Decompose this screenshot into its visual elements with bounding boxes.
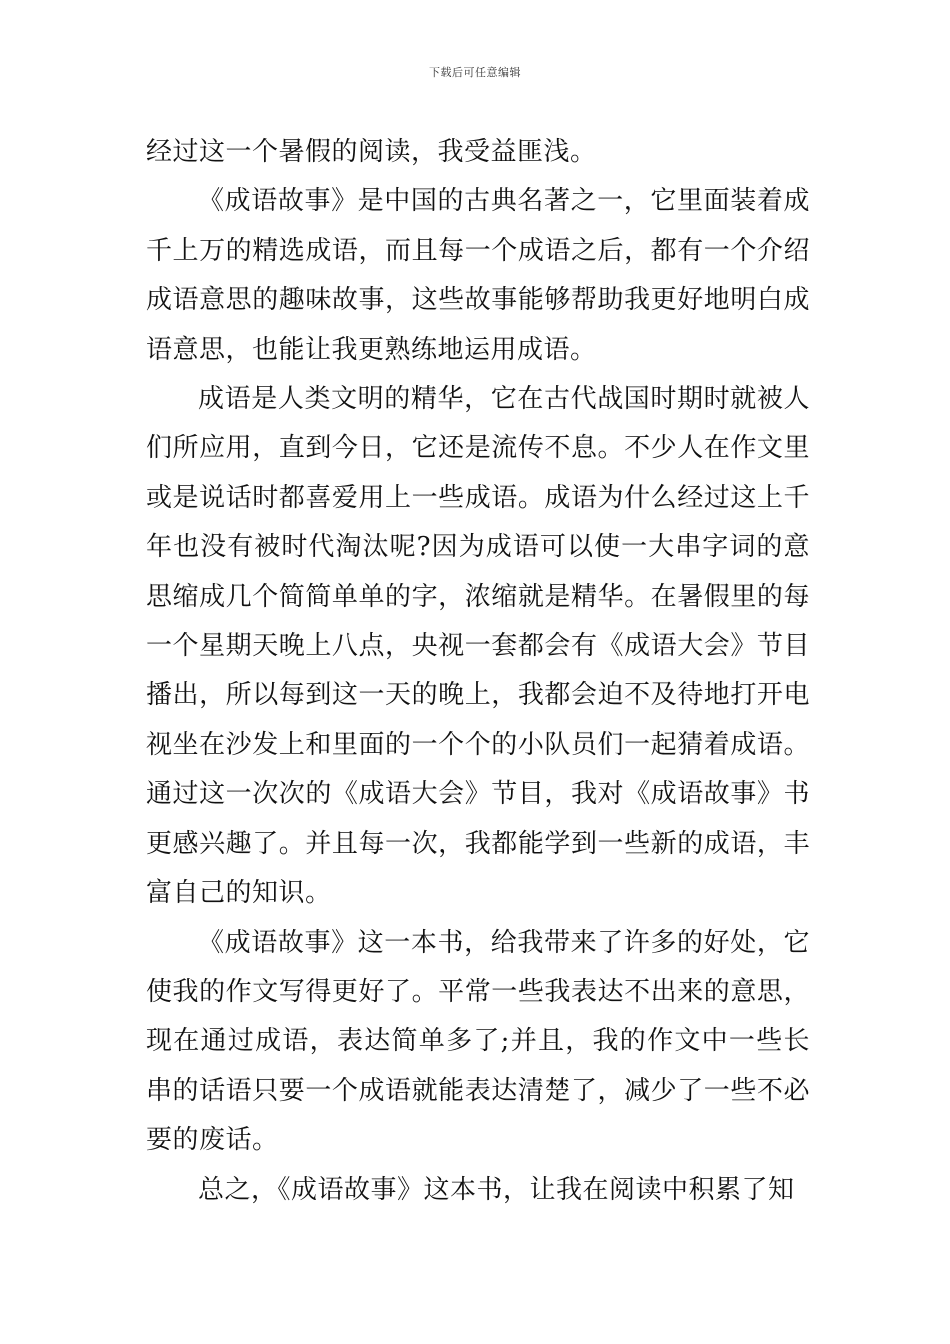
paragraph-1: 经过这一个暑假的阅读，我受益匪浅。 <box>146 137 597 167</box>
document-body <box>146 128 810 1215</box>
page-header-note: 下载后可任意编辑 <box>429 66 521 79</box>
paragraph-5: 总之，《成语故事》这本书，让我在阅读中积累了知 <box>198 1174 795 1205</box>
paragraph-4: 《成语故事》这一本书，给我带来了许多的好处，它使我的作文写得更好了。平常一些我表达不出来的意思，现在通过成语，表达简单多了;并且，我的作文中一些长串的话语只要一个成语就能表达清楚了，减少了一些不必要的废话。 <box>146 927 810 1156</box>
paragraph-2: 《成语故事》是中国的古典名著之一，它里面装着成千上万的精选成语，而且每一个成语之后，都有一个介绍成语意思的趣味故事，这些故事能够帮助我更好地明白成语意思，也能让我更熟练地运用成语。 <box>146 186 810 365</box>
paragraph-3: 成语是人类文明的精华，它在古代战国时期时就被人们所应用，直到今日，它还是流传不息。不少人在作文里或是说话时都喜爱用上一些成语。成语为什么经过这上千年也没有被时代淘汰呢?因为成语可以使一大串字词的意思缩成几个简简单单的字，浓缩就是精华。在暑假里的每一个星期天晚上八点，央视一套都会有《成语大会》节目播出，所以每到这一天的晚上，我都会迫不及待地打开电视坐在沙发上和里面的一个个的小队员们一起猜着成语。通过这一次次的《成语大会》节目，我对《成语故事》书更感兴趣了。并且每一次，我都能学到一些新的成语，丰富自己的知识。 <box>146 384 810 909</box>
